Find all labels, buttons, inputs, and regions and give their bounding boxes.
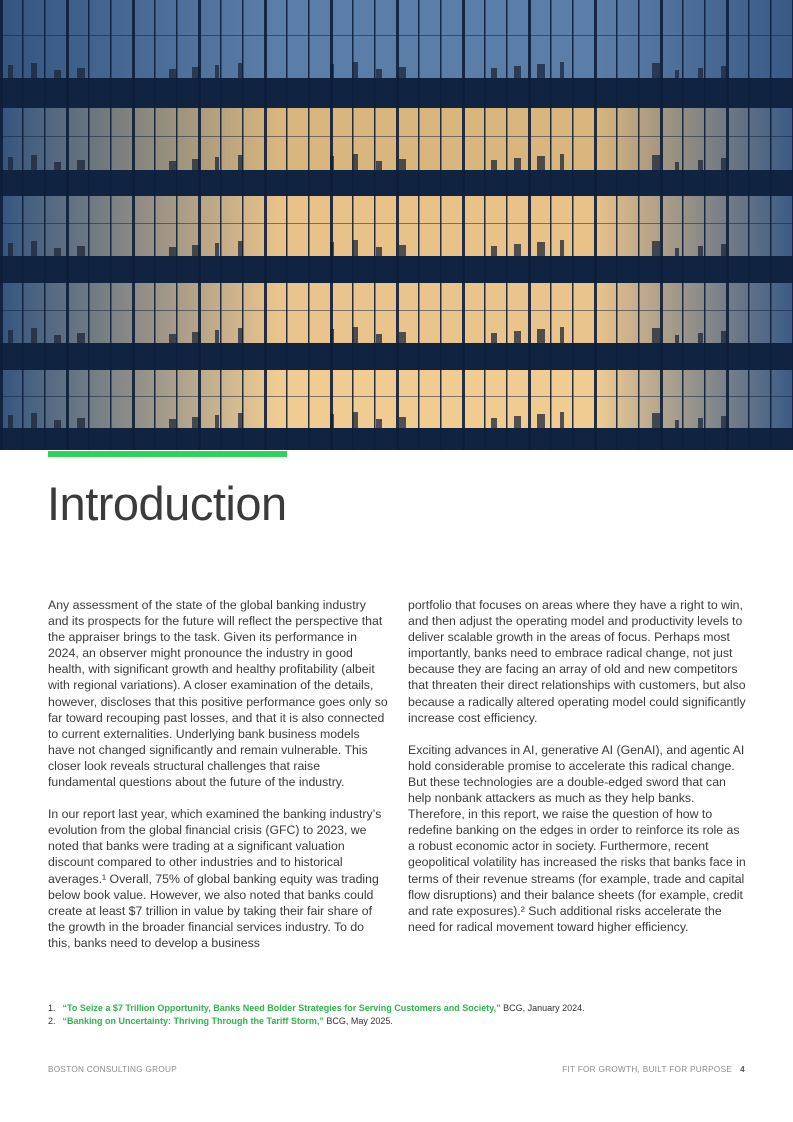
- footnotes: [48, 1002, 748, 1028]
- footnote-2: [48, 1015, 748, 1028]
- hero-image: [0, 0, 793, 450]
- footnote-number: 1.: [48, 1003, 56, 1013]
- footnote-source: BCG, January 2024.: [500, 1003, 585, 1013]
- left-column: [48, 597, 388, 967]
- right-column: [408, 597, 748, 951]
- footnote-1: [48, 1002, 748, 1015]
- accent-bar: [48, 451, 287, 457]
- body-paragraph: Any assessment of the state of the global banking industry and its prospects for the future will reflect the perspective that the appraiser brings to the task. Given its performance in 2024, an observer might pronounce the industry in good health, with significant growth and healthy profitability (albeit with regional variations). A closer examination of the details, however, discloses that this positive performance goes only so far toward recouping past losses, and that it is also connected to current externalities. Underlying bank business models have not changed significantly and remain vulnerable. This closer look reveals structural challenges that raise fundamental questions about the future of the industry.: [48, 598, 388, 790]
- footnote-source: BCG, May 2025.: [323, 1016, 393, 1026]
- footnote-text: [63, 1015, 393, 1028]
- footer-publisher: BOSTON CONSULTING GROUP: [48, 1065, 177, 1074]
- footer-right: [562, 1065, 745, 1074]
- body-paragraph: portfolio that focuses on areas where they have a right to win, and then adjust the operating model and productivity levels to deliver scalable growth in the areas of focus. Perhaps most importantly, banks need to embrace radical change, not just because they are facing an array of old and new competitors that threaten their direct relationships with customers, but also because a radically altered operating model could significantly increase cost efficiency.: [408, 598, 746, 725]
- page-number: 4: [740, 1065, 745, 1074]
- footnote-link[interactable]: “To Seize a $7 Trillion Opportunity, Banks Need Bolder Strategies for Serving Customers and Society,”: [62, 1003, 501, 1013]
- body-paragraph: In our report last year, which examined the banking industry’s evolution from the global financial crisis (GFC) to 2023, we noted that banks were trading at a significant valuation discount compared to other industries and to historical averages.¹ Overall, 75% of global banking equity was trading below book value. However, we also noted that banks could create at least $7 trillion in value by taking their fair share of the growth in the broader financial services industry. To do this, banks need to develop a business: [48, 807, 382, 950]
- office-building-facade-image: [0, 0, 793, 450]
- footnote-number: 2.: [48, 1016, 56, 1026]
- page-title: Introduction: [47, 477, 287, 530]
- footnote-link[interactable]: “Banking on Uncertainty: Thriving Through the Tariff Storm,”: [62, 1016, 324, 1026]
- body-paragraph: Exciting advances in AI, generative AI (GenAI), and agentic AI hold considerable promise to accelerate this radical change. But these technologies are a double-edged sword that can help nonbank attackers as much as they help banks. Therefore, in this report, we raise the question of how to redefine banking on the edges in order to reinforce its role as a robust economic actor in society. Furthermore, recent geopolitical volatility has increased the risks that banks face in terms of their revenue streams (for example, trade and capital flow disruptions) and their balance sheets (for example, credit and rate exposures).² Such additional risks accelerate the need for radical movement toward higher efficiency.: [408, 742, 746, 934]
- footnote-text: [63, 1002, 585, 1015]
- footer-report-title: FIT FOR GROWTH, BUILT FOR PURPOSE: [562, 1065, 733, 1074]
